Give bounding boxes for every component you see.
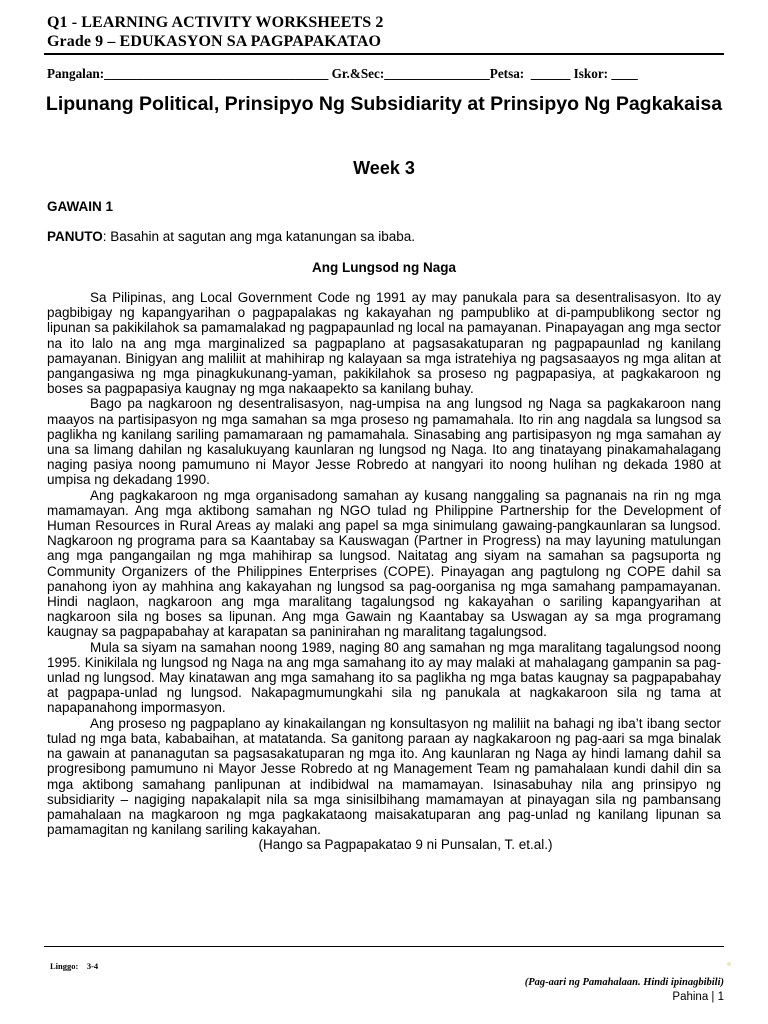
reading-title: Ang Lungsod ng Naga <box>312 260 456 275</box>
week-label: Week 3 <box>353 158 415 178</box>
paragraph: Ang proseso ng pagpaplano ay kinakailangan ng konsultasyon ng maliliit na bahagi ng iba’t ibang sector tulad ng mga bata, kababaihan, at matatanda. Sa ganitong paraan ay nagkakaroon ng pag-aari sa mga binalak na gawain at pananagutan sa pagsasakatuparan ng mga ito. Ang kaunlaran ng Naga ay hindi lamang dahil sa progresibong pamumuno ni Mayor Jesse Robredo at ng Management Team ng pamahalaan kundi dahil din sa mga aktibong samahang panlipunan at indibidwal na mamamayan. Isinasabuhay nila ang prinsipyo ng subsidiarity – nagiging napakalapit nila sa mga sinisilbihang mamamayan at pinayagan sila ng pambansang pamahalaan na magkaroon ng mga pagkakataong maisakatuparan ang pag-unlad ng kanilang lipunan sa pamamagitan ng kanilang sariling kakayahan. <box>47 715 721 838</box>
paragraph: Mula sa siyam na samahan noong 1989, naging 80 ang samahan ng mga maralitang tagalungsod noong 1995. Kinikilala ng lungsod ng Naga na ang mga samahang ito ay may malaki at mahalagang gampanin sa pag-unlad ng lungsod. May kinatawan ang mga samahang ito sa paglikha ng mga batas kaugnay sa pagpapabahay at pagpapa-unlad ng lungsod. Nakapagmumungkahi sila ng panukala at nagkakaroon sila ng tama at napapanahong impormasyon. <box>47 639 721 716</box>
activity-label: GAWAIN 1 <box>47 199 114 214</box>
field-iskor: Iskor: ____ <box>573 66 638 81</box>
paragraph: Bago pa nagkaroon ng desentralisasyon, nag-umpisa na ang lungsod ng Naga sa pagkakaroon nang maayos na partisipasyon ng mga samahan sa mga proseso ng pamamahala. Ito rin ang nagdala sa lungsod sa paglikha ng kanilang sariling pamamaraan ng pamamahala. Sinasabing ang partisipasyon ng mga samahan ay una sa limang dahilan ng kasalukuyang kaunlaran ng lungsod ng Naga. Ito ang tinatayang pinakamahalagang naging pasiya noong pamumuno ni Mayor Jesse Robredo at nangyari ito noong hulihan ng dekada 1980 at umpisa ng dekadang 1990. <box>47 396 721 488</box>
source-citation: (Hango sa Pagpapakatao 9 ni Punsalan, T. et.al.) <box>258 837 553 853</box>
footer-linggo <box>50 961 98 971</box>
ownership-notice: (Pag-aari ng Pamahalaan. Hindi ipinagbibili) <box>524 977 724 988</box>
paragraph: Ang pagkakaroon ng mga organisadong samahan ay kusang nanggaling sa pagnanais na rin ng mga mamamayan. Ang mga aktibong samahan ng NGO tulad ng Philippine Partnership for the Development of Human Resources in Rural Areas ay malaki ang papel sa mga sinimulang gawaing-pangkaunlaran sa lungsod. Nagkaroon ng programa para sa Kaantabay sa Kauswagan (Partner in Progress) na may layuning matulungan ang mga pangangailan ng mga mahihirap sa lungsod. Naitatag ang siyam na samahan sa pagsuporta ng Community Organizers of the Philippines Enterprises (COPE). Pinayagan ang pagtulong ng COPE dahil sa panahong iyon ay mahhina ang kakayahan ng lungsod sa pag-oorganisa ng mga samahang pampamayanan. Hindi naglaon, nagkaroon ang mga maralitang tagalungsod ng kakayahan o sariling kapangyarihan at nagkaroon sila ng boses sa lipunan. Ang mga Gawain ng Kaantabay sa Uswagan ay sa mga programang kaugnay sa pagpapabahay at karapatan sa paninirahan ng maralitang tagalungsod. <box>47 487 721 640</box>
linggo-label: Linggo: <box>50 961 79 971</box>
field-pangalan: Pangalan:__________________________________ <box>47 66 329 81</box>
decorative-dot <box>727 962 731 966</box>
page-title: Lipunang Political, Prinsipyo Ng Subsidiarity at Prinsipyo Ng Pagkakaisa <box>45 93 723 115</box>
paragraph: Sa Pilipinas, ang Local Government Code ng 1991 ay may panukala para sa desentralisasyon. Ito ay pagbibigay ng kapangyarihan o pagpapalakas ng kakayahan ng pampubliko at di-pampublikong sector ng lipunan sa pakikilahok sa pamamalakad ng pagpapaunlad ng local na pamayanan. Pinapayagan ang mga sector na ito lalo na ang mga marginalized sa pagpaplano at pagsasakatuparan ng pagpapaunlad ng kanilang pamayanan. Binigyan ang maliliit at mahihirap ng kalayaan sa mga istratehiya ng pagsasaayos ng mga alitan at pangangasiwa ng mga pinagkukunang-yaman, pakikilahok sa proseso ng pagpapasiya, at pagkakaroon ng boses sa pagpapasiya kaugnay ng mga nakaapekto sa kanilang buhay. <box>47 290 721 397</box>
student-info-fields <box>47 66 638 82</box>
field-grsec: Gr.&Sec:________________ <box>331 66 490 81</box>
linggo-value: 3-4 <box>86 961 99 971</box>
page-number: Pahina | 1 <box>672 991 724 1003</box>
instructions-label: PANUTO <box>47 229 103 244</box>
instructions-text: : Basahin at sagutan ang mga katanungan sa ibaba. <box>102 229 415 244</box>
worksheet-header-line2: Grade 9 – EDUKASYON SA PAGPAPAKATAO <box>47 33 382 50</box>
instructions <box>47 229 415 244</box>
header-rule <box>44 53 724 55</box>
worksheet-header-line1: Q1 - LEARNING ACTIVITY WORKSHEETS 2 <box>47 14 384 31</box>
footer-rule <box>44 946 724 947</box>
reading-passage <box>47 290 721 853</box>
field-petsa: Petsa: ______ <box>489 66 571 81</box>
